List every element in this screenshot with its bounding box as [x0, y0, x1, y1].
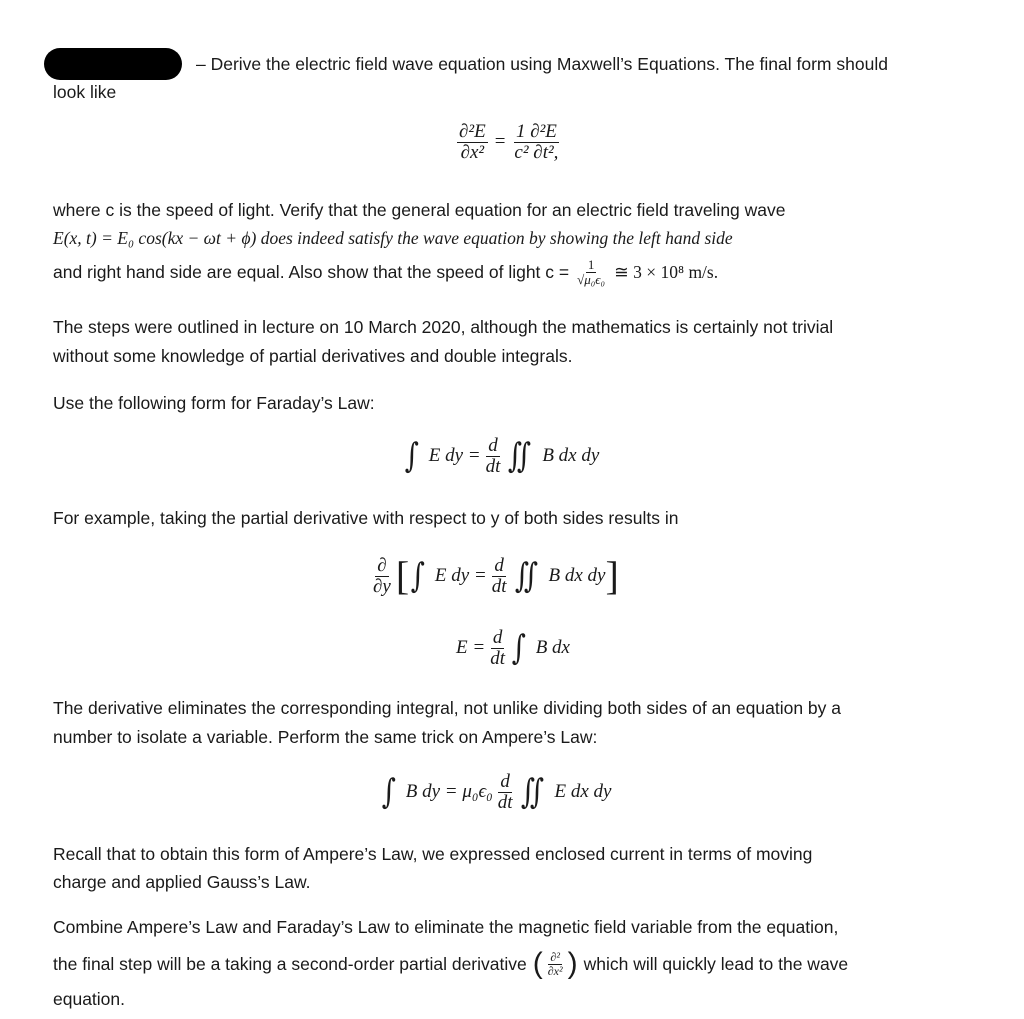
- wave-lhs-fraction: [457, 122, 488, 163]
- paragraph-7-line-1: Combine Ampere’s Law and Faraday’s Law to eliminate the magnetic field variable from the equation,: [53, 917, 839, 937]
- ampere-d-denominator: dt: [497, 791, 513, 813]
- result-d-numerator: d: [492, 627, 503, 648]
- second-derivative-numerator: ∂²: [550, 949, 560, 964]
- close-bracket: ]: [605, 553, 619, 599]
- wave-equals-sign: =: [494, 131, 506, 153]
- speed-of-light-fraction: [575, 258, 607, 286]
- paragraph-7-line-2: the final step will be a taking a second-order partial derivative ( $\frac{\text{∂²}}{\text{∂x²}}$ ) which will quickly lead to the wave: [53, 947, 849, 980]
- partial-surface-integral-sign: ∬: [514, 556, 538, 597]
- faraday-d-denominator: dt: [485, 455, 501, 477]
- wave-rhs-numerator: 1 ∂²E: [515, 121, 557, 142]
- second-derivative-denominator: ∂x²: [547, 963, 563, 978]
- paragraph-1-line-2: E(x, t) = E₀ cos(kx − ωt + ϕ) does indeed satisfy the wave equation by showing the left hand side: [53, 228, 733, 248]
- partial-y-numerator: ∂: [377, 555, 387, 576]
- partial-y-operator: [371, 556, 393, 597]
- wave-lhs-numerator: ∂²E: [459, 121, 486, 142]
- speed-of-light-text: and right hand side are equal. Also show that the speed of light c =: [53, 262, 570, 283]
- paragraph-4-line-1: For example, taking the partial derivative with respect to y of both sides results in: [53, 508, 679, 528]
- wave-rhs-fraction: [512, 122, 560, 163]
- speed-of-light-numerator: 1: [587, 257, 595, 272]
- paragraph-2-line-1: The steps were outlined in lecture on 10 March 2020, although the mathematics is certainly not trivial: [53, 317, 834, 337]
- wave-rhs-denominator: c² ∂t²,: [514, 141, 559, 163]
- faraday-line-integral-sign: ∫: [404, 436, 419, 477]
- faraday-surface-integral-sign: ∬: [508, 436, 532, 477]
- redacted-name-block: [44, 48, 182, 80]
- partial-derivative-equation: [368, 553, 619, 599]
- result-rhs: B dx: [535, 637, 570, 659]
- paragraph-5-line-1: The derivative eliminates the corresponding integral, not unlike dividing both sides of an equation by a: [53, 698, 841, 718]
- ampere-surface-integral-sign: ∬: [520, 772, 544, 813]
- paragraph-7-line-3: equation.: [53, 989, 126, 1009]
- second-derivative-fraction: [546, 951, 565, 977]
- ampere-line-integral-sign: ∫: [381, 772, 396, 813]
- paragraph-7-line-2-end: which will quickly lead to the wave: [583, 954, 849, 974]
- faraday-equation: [403, 436, 599, 477]
- partial-rhs: B dx dy: [548, 565, 606, 587]
- paragraph-6-line-2: charge and applied Gauss’s Law.: [53, 872, 311, 892]
- wave-lhs-denominator: ∂x²: [460, 141, 485, 163]
- intro-line-2: look like: [53, 82, 117, 102]
- faraday-lhs: E dy =: [428, 445, 481, 467]
- paragraph-1-line-3: [53, 258, 718, 286]
- paragraph-2-line-2: without some knowledge of partial derivatives and double integrals.: [53, 346, 573, 366]
- faraday-time-derivative: [484, 436, 503, 477]
- paragraph-7-line-2-start: the final step will be a taking a second-order partial derivative: [53, 954, 527, 974]
- partial-d-numerator: d: [494, 555, 504, 576]
- open-bracket: [: [395, 553, 410, 599]
- partial-time-derivative: [490, 556, 509, 597]
- ampere-rhs: E dx dy: [554, 781, 612, 803]
- partial-y-denominator: ∂y: [373, 575, 391, 597]
- result-lhs: E =: [456, 637, 486, 659]
- speed-of-light-value: ≅ 3 × 10⁸ m/s.: [614, 262, 719, 283]
- wave-equation: [454, 122, 563, 163]
- intro-line-1: – Derive the electric field wave equation using Maxwell’s Equations. The final form should: [196, 54, 888, 74]
- result-equation: [456, 628, 570, 669]
- paragraph-3-line-1: Use the following form for Faraday’s Law:: [53, 393, 375, 413]
- ampere-equation: [380, 772, 611, 813]
- paragraph-1-line-1: where c is the speed of light. Verify that the general equation for an electric field traveling wave: [53, 200, 786, 220]
- result-d-denominator: dt: [490, 647, 505, 669]
- faraday-d-numerator: d: [488, 435, 498, 456]
- ampere-time-derivative: [496, 772, 515, 813]
- partial-line-integral-sign: ∫: [410, 556, 426, 597]
- result-integral-sign: ∫: [511, 628, 526, 669]
- speed-of-light-denominator: √μ₀ϵ₀: [577, 271, 606, 287]
- ampere-d-numerator: d: [500, 771, 510, 792]
- result-time-derivative: [488, 628, 507, 669]
- ampere-lhs: B dy = μ₀ϵ₀: [405, 781, 493, 803]
- partial-lhs: E dy =: [434, 565, 487, 587]
- paragraph-5-line-2: number to isolate a variable. Perform the same trick on Ampere’s Law:: [53, 727, 598, 747]
- faraday-rhs: B dx dy: [542, 445, 600, 467]
- partial-d-denominator: dt: [491, 575, 507, 597]
- paragraph-6-line-1: Recall that to obtain this form of Ampere’s Law, we expressed enclosed current in terms of moving: [53, 844, 813, 864]
